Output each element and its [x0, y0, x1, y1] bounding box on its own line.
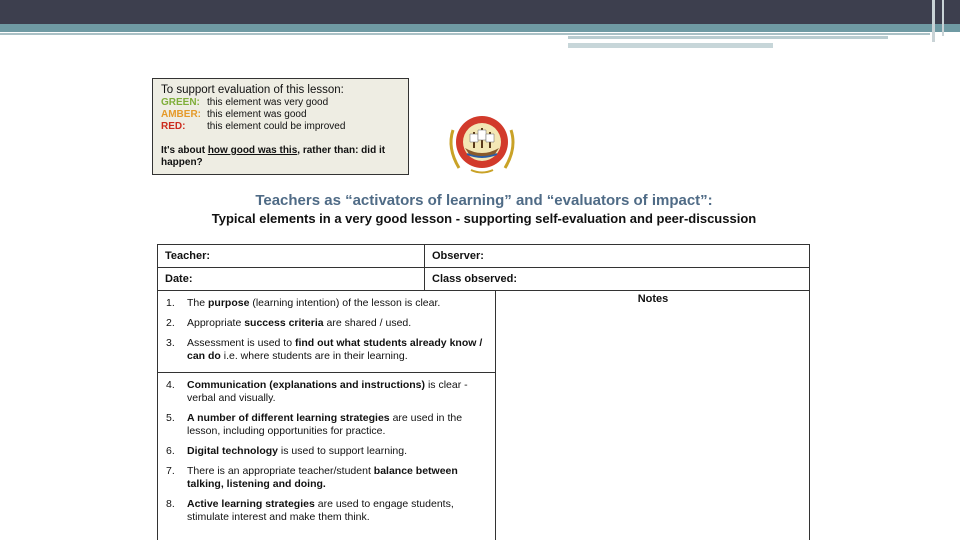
- slide-corner-bar: [942, 0, 944, 36]
- key-row-red: [161, 121, 400, 133]
- criteria-item: 7. There is an appropriate teacher/student balance between talking, listening and doing.: [166, 465, 458, 490]
- criteria-item: 5. A number of different learning strategies are used in the lesson, including opportunities for practice.: [166, 412, 463, 437]
- key-term: RED:: [161, 121, 186, 132]
- form-row-teacher-observer: [157, 244, 810, 268]
- date-field: Date:: [158, 268, 425, 290]
- slide-accent-line: [568, 43, 773, 48]
- key-desc: this element could be improved: [207, 121, 346, 132]
- criteria-item: 4. Communication (explanations and instructions) is clear - verbal and visually.: [166, 379, 468, 404]
- criteria-table: [157, 290, 810, 540]
- key-desc: this element was good: [207, 109, 307, 120]
- criteria-item: 3. Assessment is used to find out what students already know / can do i.e. where students are in their learning.: [166, 337, 483, 362]
- page-title: Teachers as “activators of learning” and “evaluators of impact”:: [255, 192, 713, 209]
- notes-heading: Notes: [637, 293, 669, 305]
- criteria-item: 8. Active learning strategies are used to engage students, stimulate interest and make them think.: [166, 498, 454, 523]
- key-desc: this element was very good: [207, 97, 329, 108]
- criteria-item: 6. Digital technology is used to support learning.: [166, 445, 408, 457]
- criteria-group: [158, 291, 495, 373]
- slide-accent-line: [568, 36, 888, 39]
- teacher-field: Teacher:: [158, 245, 425, 267]
- key-row-green: [161, 97, 400, 109]
- key-title: To support evaluation of this lesson:: [161, 84, 344, 96]
- key-footnote: It's about how good was this, rather than: did it happen?: [161, 145, 386, 168]
- slide-header-band: [0, 24, 960, 32]
- observer-field: Observer:: [432, 250, 484, 262]
- slide-header-line: [0, 33, 930, 35]
- evaluation-key-box: [152, 78, 409, 175]
- criteria-item: 2. Appropriate success criteria are shared / used.: [166, 317, 412, 329]
- form-row-date-class: [157, 267, 810, 291]
- criteria-item: 1. The purpose (learning intention) of the lesson is clear.: [166, 297, 441, 309]
- class-observed-field: Class observed:: [432, 273, 517, 285]
- criteria-column: [158, 291, 496, 540]
- criteria-group: [158, 373, 495, 533]
- key-term: AMBER:: [161, 109, 201, 120]
- page-subtitle: Typical elements in a very good lesson - supporting self-evaluation and peer-discussion: [211, 211, 757, 226]
- slide-header-bar: [0, 0, 960, 24]
- school-crest-logo: [443, 108, 521, 178]
- key-row-amber: [161, 109, 400, 121]
- slide-corner-bar: [932, 0, 935, 42]
- key-term: GREEN:: [161, 97, 200, 108]
